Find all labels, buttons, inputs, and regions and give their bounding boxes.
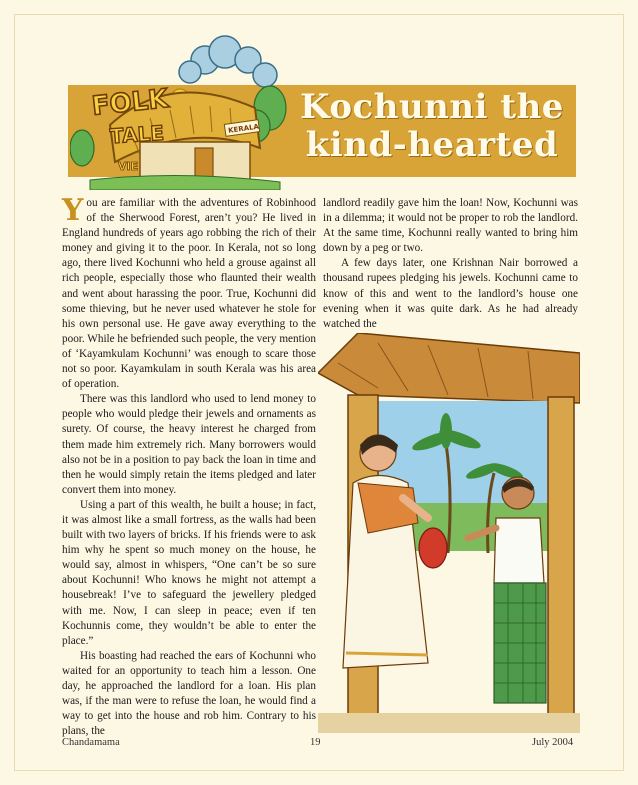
- roof-eave: [318, 333, 580, 403]
- folk-tale-logo: [70, 30, 290, 190]
- paragraph: landlord readily gave him the loan! Now, Kochunni was in a dilemma; it would not be proper to rob the landlord. At the same time, Kochunni really wanted to bring him down by a peg or two.: [323, 197, 578, 255]
- ground-decoration: [90, 175, 280, 190]
- pillar-right: [548, 397, 574, 725]
- paragraph-text: ou are familiar with the adventures of Robinhood of the Sherwood Forest, aren’t you? He lived in England hundreds of years ago robbing the rich of their money and giving it to the poor. In Kerala, not so long ago, there lived Kochunni who held a grouse against all rich people, especially those who flaunted their wealth and went about harassing the poor. True, Kochunni did some thieving, but he never used whatever he stole for his own personal use. He gave away everything to the poor. While he befriended such people, the very mention of ‘Kayamkulam Kochunni’ was enough to scare those not so poor. Kayamkulam in south Kerala was his area of operation.: [62, 197, 316, 391]
- logo-region-text: KERALA: [227, 122, 260, 135]
- drop-cap: Y: [62, 193, 84, 228]
- footer-date: July 2004: [532, 737, 574, 748]
- cloud-decoration: [179, 36, 277, 87]
- floor: [318, 713, 580, 733]
- title-line-2: kind-hearted: [305, 125, 559, 165]
- paragraph: A few days later, one Krishnan Nair borrowed a thousand rupees pledging his jewels. Kochunni came to know of this and went to the landlord’s house one evening when it was quite dark. As he had already watched the: [323, 257, 578, 330]
- paragraph: Using a part of this wealth, he built a house; in fact, it was almost like a small fortress, as the walls had been built with two layers of bricks. If his friends were to ask him why he spent so much money on the house, he would say, almost in whispers, “One can’t be so sure about Kochunni! Who knows he might not attempt a housebreak! I’ve to safeguard the jewellery pledged with me. Now, I can sleep in peace; even if ten Kochunnis come, they wouldn’t be able to enter the place.”: [62, 498, 316, 647]
- money-pouch: [419, 528, 447, 568]
- footer-magazine: Chandamama: [62, 737, 120, 748]
- paragraph: There was this landlord who used to lend money to people who would pledge their jewels and ornaments as surety. Of course, the heavy interest he charged from them made him extremely rich. Many borrowers would also not be in a position to pay back the loan in time and then he would simply retain the items pledged and later convert them into money.: [62, 393, 316, 496]
- title-line-1: Kochunni the: [300, 87, 564, 127]
- footer-page-number: 19: [310, 737, 321, 748]
- article-title: [282, 88, 582, 164]
- article-column-left: [62, 193, 316, 739]
- story-illustration: [318, 333, 580, 733]
- paragraph: His boasting had reached the ears of Kochunni who waited for an opportunity to teach him a lesson. One day, he approached the landlord for a loan. His plan was, if the man were to refuse the loan, he would find a way to get into the house and rob him. Contrary to his plans, the: [62, 649, 316, 738]
- logo-folk-text: FOLK: [90, 84, 170, 122]
- logo-ville-text: VIE: [118, 160, 139, 173]
- logo-tale-text: TALE: [109, 120, 165, 149]
- article-column-right: [323, 196, 578, 332]
- hut-door: [195, 148, 213, 180]
- paragraph: [62, 193, 316, 392]
